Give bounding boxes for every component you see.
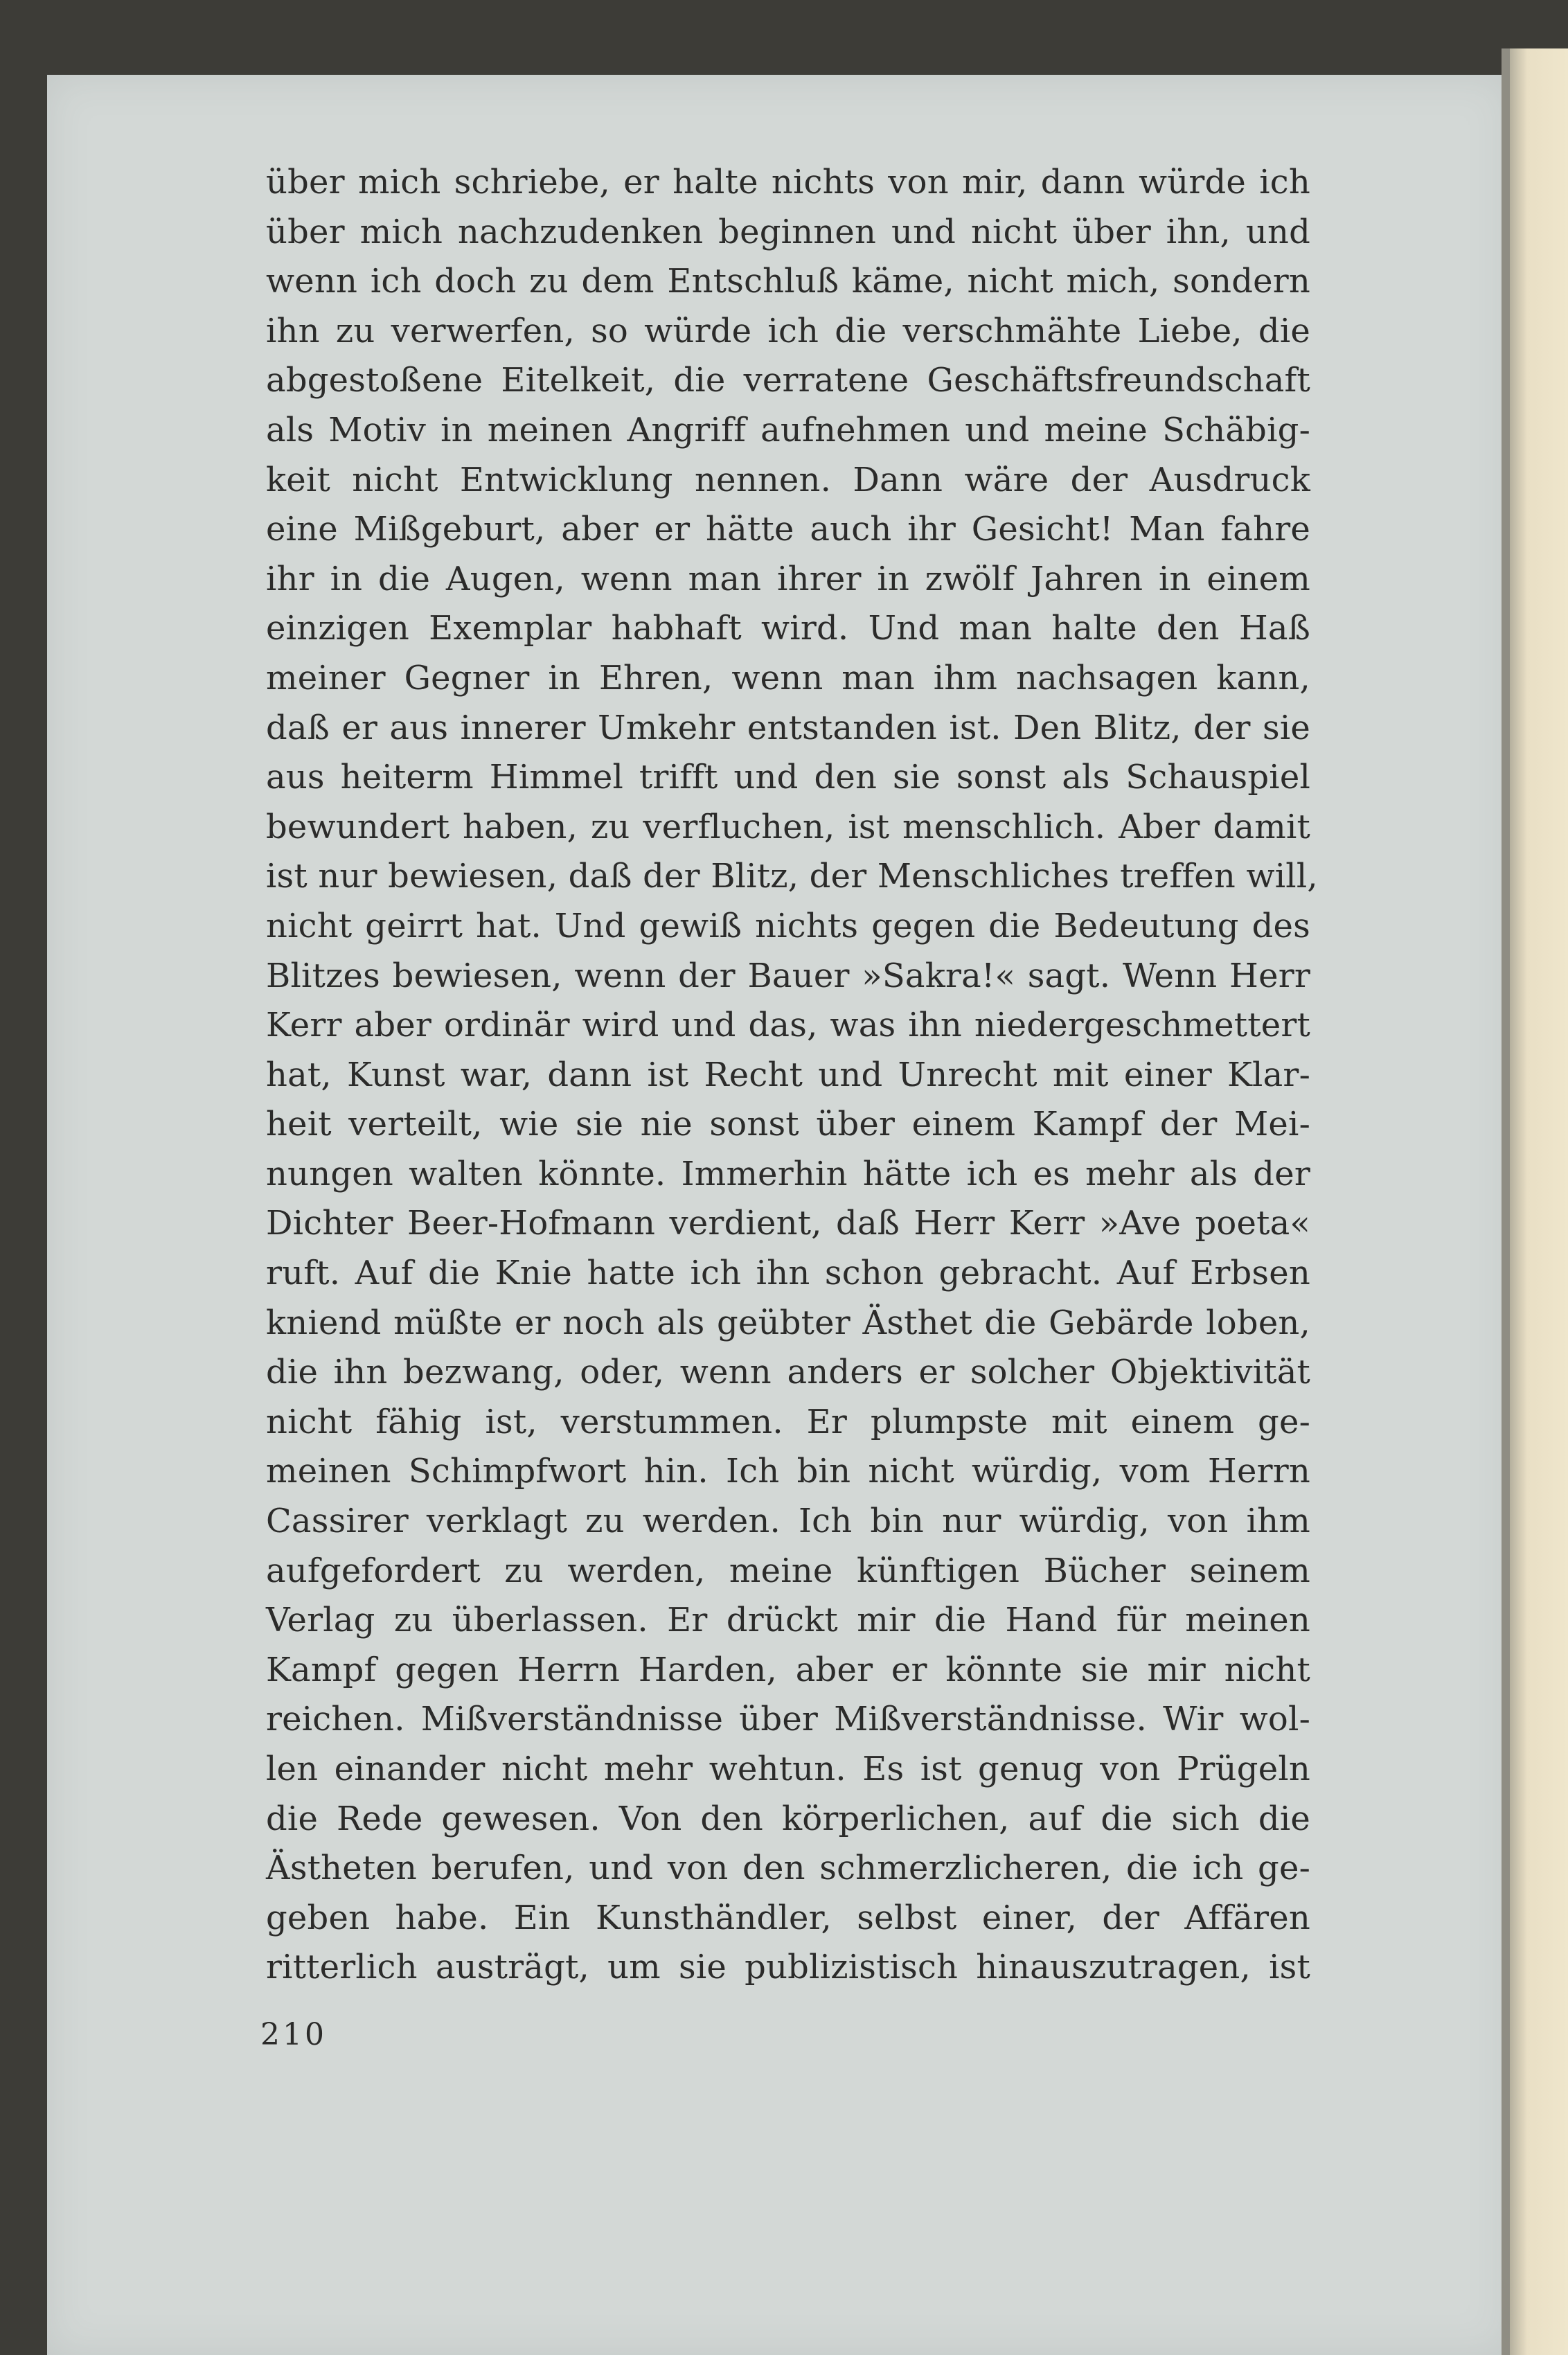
- text-line: über mich nachzudenken beginnen und nicht über ihn, und: [266, 212, 1310, 251]
- text-line: über mich schriebe, er halte nichts von mir, dann würde ich: [266, 163, 1310, 202]
- text-line: reichen. Mißverständnisse über Mißverständnisse. Wir wol-: [266, 1700, 1310, 1739]
- text-line: heit verteilt, wie sie nie sonst über einem Kampf der Mei-: [266, 1105, 1310, 1144]
- text-line: Kampf gegen Herrn Harden, aber er könnte sie mir nicht: [266, 1650, 1310, 1689]
- text-line: Blitzes bewiesen, wenn der Bauer »Sakra!« sagt. Wenn Herr: [266, 956, 1310, 995]
- text-line: meinen Schimpfwort hin. Ich bin nicht würdig, vom Herrn: [266, 1452, 1310, 1491]
- text-line: nungen walten könnte. Immerhin hätte ich es mehr als der: [266, 1154, 1310, 1193]
- text-line: ihr in die Augen, wenn man ihrer in zwölf Jahren in einem: [266, 559, 1310, 598]
- next-page-edge: [1510, 48, 1568, 2355]
- text-line: wenn ich doch zu dem Entschluß käme, nicht mich, sondern: [266, 262, 1310, 301]
- text-line: ruft. Auf die Knie hatte ich ihn schon gebracht. Auf Erbsen: [266, 1254, 1310, 1293]
- text-line: keit nicht Entwicklung nennen. Dann wäre der Ausdruck: [266, 460, 1310, 499]
- text-line: bewundert haben, zu verfluchen, ist menschlich. Aber damit: [266, 807, 1310, 846]
- text-line: hat, Kunst war, dann ist Recht und Unrecht mit einer Klar-: [266, 1055, 1310, 1094]
- text-line: aufgefordert zu werden, meine künftigen Bücher seinem: [266, 1551, 1310, 1590]
- text-line: Cassirer verklagt zu werden. Ich bin nur würdig, von ihm: [266, 1502, 1310, 1541]
- text-line: als Motiv in meinen Angriff aufnehmen und meine Schäbig-: [266, 410, 1310, 450]
- text-line: meiner Gegner in Ehren, wenn man ihm nachsagen kann,: [266, 658, 1310, 697]
- text-line: nicht fähig ist, verstummen. Er plumpste mit einem ge-: [266, 1402, 1310, 1441]
- text-line: kniend müßte er noch als geübter Ästhet die Gebärde loben,: [266, 1303, 1310, 1342]
- text-line: ritterlich austrägt, um sie publizistisch hinauszutragen, ist: [266, 1948, 1310, 1987]
- text-line: daß er aus innerer Umkehr entstanden ist. Den Blitz, der sie: [266, 708, 1310, 747]
- text-line: die Rede gewesen. Von den körperlichen, auf die sich die: [266, 1799, 1310, 1838]
- text-line: Kerr aber ordinär wird und das, was ihn niedergeschmettert: [266, 1006, 1310, 1045]
- text-line: einzigen Exemplar habhaft wird. Und man halte den Haß: [266, 609, 1310, 648]
- text-line: aus heiterm Himmel trifft und den sie sonst als Schauspiel: [266, 758, 1310, 797]
- text-line: abgestoßene Eitelkeit, die verratene Geschäftsfreundschaft: [266, 361, 1310, 400]
- text-line: Dichter Beer-Hofmann verdient, daß Herr Kerr »Ave poeta«: [266, 1204, 1310, 1243]
- text-line: Ästheten berufen, und von den schmerzlicheren, die ich ge-: [266, 1849, 1310, 1888]
- page-number: 210: [260, 2017, 327, 2052]
- text-line: len einander nicht mehr wehtun. Es ist genug von Prügeln: [266, 1750, 1310, 1788]
- text-line: nicht geirrt hat. Und gewiß nichts gegen die Bedeutung des: [266, 906, 1310, 945]
- text-line: ihn zu verwerfen, so würde ich die verschmähte Liebe, die: [266, 311, 1310, 350]
- text-line: ist nur bewiesen, daß der Blitz, der Menschliches treffen will,: [266, 857, 1318, 896]
- text-line: geben habe. Ein Kunsthändler, selbst einer, der Affären: [266, 1898, 1310, 1937]
- body-text: [266, 158, 1318, 1993]
- text-line: eine Mißgeburt, aber er hätte auch ihr Gesicht! Man fahre: [266, 510, 1310, 549]
- text-line: die ihn bezwang, oder, wenn anders er solcher Objektivität: [266, 1353, 1310, 1392]
- text-line: Verlag zu überlassen. Er drückt mir die Hand für meinen: [266, 1601, 1310, 1640]
